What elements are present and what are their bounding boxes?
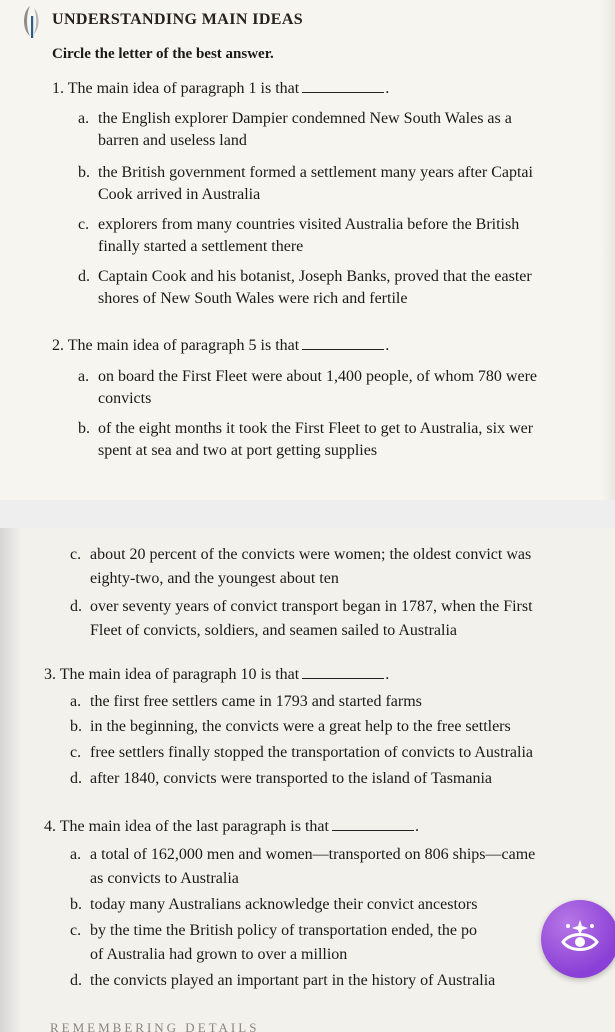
page-bottom: c. about 20 percent of the convicts were women; the oldest convict was eighty-two, and the youngest about ten d. over seventy years of convict transport began in 1787, when the First Fleet of convicts, soldiers, and seamen sailed to Australia 3. The main idea of paragraph 10 is that . a. the first free settlers came in 1793 and started farms b. in the beginning, the convicts were a great help to the free settlers c. free settlers finally stopped the transportation of convicts to Australia d. after 1840, convicts were transported to the island of Tasmania 4. The main idea of the last paragraph is that . a. a total of 162,000 men and women—transported on 806 ships—came as convicts to Australia b. today many Australians acknowledge their convict ancestors c. by the time the British policy of transportation ended, the po of Australia had grown to over a million d. the convicts played an important part in the history of Australia — [0, 528, 615, 1032]
question-3-stem: 3. The main idea of paragraph 10 is that . — [44, 666, 390, 683]
page-edge — [601, 0, 615, 500]
answer-blank[interactable] — [332, 818, 414, 831]
assistant-fab-button[interactable] — [541, 900, 615, 978]
next-section-heading: REMEMBERING DETAILS — [50, 1020, 260, 1032]
page-gutter — [0, 528, 22, 1032]
answer-blank[interactable] — [302, 337, 384, 350]
question-1-stem: 1. The main idea of paragraph 1 is that . — [52, 80, 390, 97]
section-title: UNDERSTANDING MAIN IDEAS — [52, 11, 304, 28]
answer-blank[interactable] — [302, 666, 384, 679]
page-top: UNDERSTANDING MAIN IDEAS Circle the letter of the best answer. 1. The main idea of paragraph 1 is that . a. the English explorer Dampier condemned New South Wales as a barren and useless land b. the British government formed a settlement many years after Captai Cook arrived in Australia c. explorers from many countries visited Australia before the British finally started a settlement there d. Captain Cook and his botanist, Joseph Banks, proved that the easter shores of New South Wales were rich and fertile 2. The main idea of paragraph 5 is that . a. on board the First Fleet were about 1,400 people, of whom 780 were convicts b. of the eight months it took the First Fleet to get to Australia, six wer spent at sea and two at port getting supplies — [0, 0, 615, 500]
section-bullet-icon — [20, 4, 44, 38]
sparkle-eye-icon — [541, 900, 615, 978]
answer-blank[interactable] — [302, 80, 384, 93]
question-4-stem: 4. The main idea of the last paragraph is that . — [44, 818, 419, 835]
question-2-stem: 2. The main idea of paragraph 5 is that . — [52, 337, 390, 354]
instructions: Circle the letter of the best answer. — [52, 46, 274, 62]
